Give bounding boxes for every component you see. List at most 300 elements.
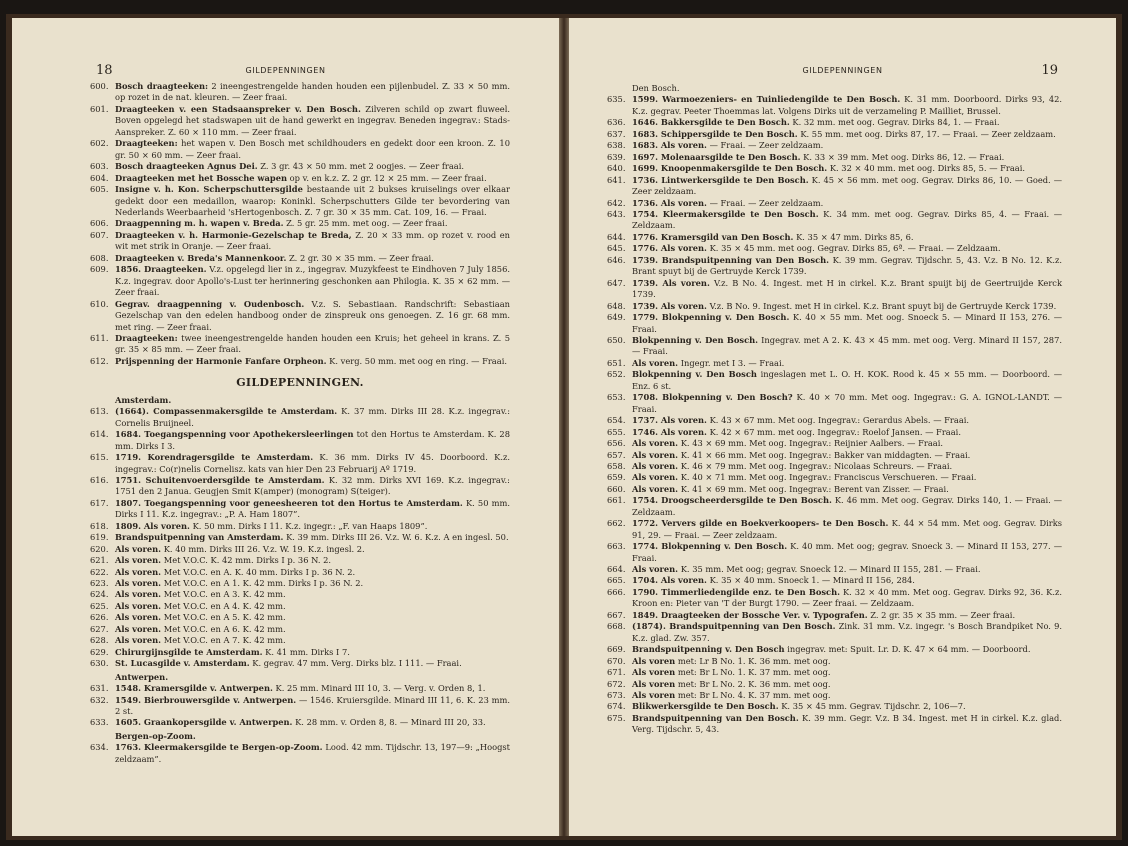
entry-number: 657. bbox=[607, 449, 626, 460]
entry-description: K. 32 × 40 mm. met oog. Dirks 85, 5. — Fraai. bbox=[827, 163, 1026, 174]
entry-description: K. 35 × 45 mm. met oog. Gegrav. Dirks 85, 6ª. — Fraai. — Zeldzaam. bbox=[706, 243, 1001, 254]
entry-text bbox=[632, 564, 1062, 575]
entry-title: 1739. Als voren. bbox=[632, 300, 707, 311]
entry-number: 648. bbox=[607, 300, 626, 311]
entry-title: (1874). Brandspuitpenning van Den Bosch. bbox=[632, 621, 836, 632]
entry-title: 1776. Kramersgild van Den Bosch. bbox=[632, 231, 794, 242]
entry-text bbox=[632, 301, 1062, 312]
entry-text bbox=[632, 255, 1062, 278]
entry-text bbox=[115, 624, 510, 635]
entry-title: 1704. Als voren. bbox=[632, 575, 707, 586]
catalogue-entry bbox=[607, 667, 1062, 678]
entry-description: Met V.O.C. en A 6. K. 42 mm. bbox=[161, 623, 286, 634]
entry-description: K. 46 mm. Met oog. Gegrav. Dirks 140, 1. — Fraai. — Zeldzaam. bbox=[632, 495, 1062, 517]
entry-description: Met V.O.C. en A 4. K. 42 mm. bbox=[161, 600, 286, 611]
entry-number: 666. bbox=[607, 586, 626, 597]
entry-text bbox=[632, 438, 1062, 449]
entry-title: Blikwerkersgilde te Den Bosch. bbox=[632, 701, 779, 712]
entry-number: 662. bbox=[607, 518, 626, 529]
section-heading: GILDEPENNINGEN. bbox=[236, 376, 364, 390]
entry-title: Blokpenning v. Den Bosch. bbox=[632, 334, 759, 345]
catalogue-entry bbox=[90, 612, 510, 623]
entry-description: met: Lr B No. 1. K. 36 mm. met oog. bbox=[675, 655, 831, 666]
entry-list bbox=[607, 94, 1062, 735]
entry-number: 621. bbox=[90, 555, 109, 566]
catalogue-entry bbox=[607, 392, 1062, 415]
entry-list bbox=[90, 406, 510, 669]
entry-text bbox=[632, 656, 1062, 667]
entry-title: 1683. Schippersgilde te Den Bosch. bbox=[632, 128, 798, 139]
catalogue-entry bbox=[90, 161, 510, 172]
entry-description: K. 39 mm. Dirks III 26. V.z. W. 6. K.z. A en ingesl. 50. bbox=[283, 532, 509, 543]
entry-description: K. 40 × 55 mm. Met oog. Snoeck 5. — Minard II 153, 276. — Fraai. bbox=[632, 312, 1062, 334]
entry-title: 1779. Blokpenning v. Den Bosch. bbox=[632, 312, 790, 323]
entry-number: 624. bbox=[90, 589, 109, 600]
entry-number: 607. bbox=[90, 229, 109, 240]
entry-text bbox=[632, 232, 1062, 243]
catalogue-entry bbox=[90, 253, 510, 264]
entry-number: 652. bbox=[607, 369, 626, 380]
entry-text bbox=[632, 472, 1062, 483]
catalogue-entry bbox=[607, 209, 1062, 232]
entry-number: 661. bbox=[607, 495, 626, 506]
entry-description: K. 32 × 40 mm. Met oog. Gegrav. Dirks 92, 36. K.z. Kroon en: Pieter van 'T der Burgt 1790. — Zeer fraai. — Zeldzaam. bbox=[632, 586, 1062, 609]
entry-text bbox=[115, 104, 510, 138]
catalogue-entry bbox=[90, 104, 510, 138]
entry-title: 1697. Molenaarsgilde te Den Bosch. bbox=[632, 151, 801, 162]
catalogue-entry bbox=[607, 610, 1062, 621]
entry-description: V.z. opgelegd lier in z., ingegrav. Muzykfeest te Eindhoven 7 July 1856. K.z. ingegrav. door Apollo's-Lust ter herinnering geschonken aan Philogia. K. 35 × 62 mm. — Zeer fraai. bbox=[115, 264, 510, 298]
entry-description: K. 39 mm. Gegr. V.z. B 34. Ingest. met H in cirkel. K.z. glad. Verg. Tijdschr. 5, 43. bbox=[632, 712, 1062, 735]
entry-description: K. 41 × 69 mm. Met oog. Ingegrav.: Berent van Zisser. — Fraai. bbox=[678, 483, 949, 494]
entry-text bbox=[632, 610, 1062, 621]
entry-text bbox=[632, 518, 1062, 541]
entry-list bbox=[90, 683, 510, 729]
catalogue-entry bbox=[607, 656, 1062, 667]
entry-number: 627. bbox=[90, 623, 109, 634]
entry-text bbox=[632, 679, 1062, 690]
entry-title: Als voren. bbox=[115, 555, 162, 566]
entry-title: 1737. Als voren. bbox=[632, 415, 707, 426]
catalogue-entry bbox=[90, 429, 510, 452]
catalogue-entry bbox=[90, 601, 510, 612]
entry-text bbox=[115, 333, 510, 356]
entry-description: — 1546. Kruiersgilde. Minard III 11, 6. K. 23 mm. 2 st. bbox=[115, 694, 510, 717]
entry-number: 640. bbox=[607, 163, 626, 174]
book-spread bbox=[6, 14, 1122, 840]
catalogue-entry bbox=[607, 484, 1062, 495]
catalogue-entry bbox=[90, 264, 510, 298]
entry-text bbox=[115, 161, 510, 172]
entry-text bbox=[632, 495, 1062, 518]
entry-title: 1754. Kleermakersgilde te Den Bosch. bbox=[632, 208, 819, 219]
catalogue-entry bbox=[607, 450, 1062, 461]
entry-number: 631. bbox=[90, 683, 109, 694]
entry-text bbox=[115, 173, 510, 184]
running-head: GILDEPENNINGEN bbox=[245, 66, 326, 75]
entry-number: 626. bbox=[90, 612, 109, 623]
entry-description: K. 35 × 47 mm. Dirks 85, 6. bbox=[793, 231, 914, 242]
catalogue-entry bbox=[90, 624, 510, 635]
entry-number: 613. bbox=[90, 406, 109, 417]
catalogue-entry bbox=[90, 498, 510, 521]
entry-title: Als voren bbox=[632, 678, 676, 689]
entry-number: 642. bbox=[607, 197, 626, 208]
entry-text bbox=[632, 667, 1062, 678]
entry-description: Ingegrav. met A 2. K. 43 × 45 mm. met oog. Verg. Minard II 157, 287. — Fraai. bbox=[632, 334, 1062, 357]
catalogue-entry bbox=[607, 301, 1062, 312]
entry-text bbox=[115, 452, 510, 475]
entry-number: 645. bbox=[607, 243, 626, 254]
entry-number: 656. bbox=[607, 438, 626, 449]
catalogue-entry bbox=[607, 575, 1062, 586]
entry-text bbox=[115, 695, 510, 718]
entry-title: 1599. Warmoezeniers- en Tuinliedengilde te Den Bosch. bbox=[632, 94, 901, 105]
catalogue-entry bbox=[90, 184, 510, 218]
carry-over-text: Den Bosch. bbox=[632, 83, 680, 93]
entry-description: K. 34 mm. met oog. Gegrav. Dirks 85, 4. — Fraai. — Zeldzaam. bbox=[632, 208, 1063, 231]
entry-description: K. 33 × 39 mm. Met oog. Dirks 86, 12. — Fraai. bbox=[800, 151, 1005, 162]
entry-text bbox=[632, 541, 1062, 564]
entry-text bbox=[115, 138, 510, 161]
entry-number: 639. bbox=[607, 151, 626, 162]
entry-number: 614. bbox=[90, 429, 109, 440]
entry-description: K. 28 mm. v. Orden 8, 8. — Minard III 20, 33. bbox=[292, 717, 486, 728]
entry-description: met: Br L No. 4. K. 37 mm. met oog. bbox=[675, 690, 831, 701]
entry-title: 1856. Draagteeken. bbox=[115, 264, 207, 275]
right-page bbox=[569, 18, 1116, 836]
entry-number: 610. bbox=[90, 298, 109, 309]
entry-number: 619. bbox=[90, 532, 109, 543]
entry-text bbox=[115, 658, 510, 669]
entry-text bbox=[632, 94, 1062, 117]
entry-title: 1807. Toegangspenning voor geneesheeren tot den Hortus te Amsterdam. bbox=[115, 497, 463, 508]
entry-number: 638. bbox=[607, 140, 626, 151]
entry-description: V.z. S. Sebastiaan. Randschrift: Sebastiaan Gezelschap van den edelen handboog onder de zinspreuk ons genoegen. Z. 16 gr. 68 mm. met ring. — Zeer fraai. bbox=[115, 298, 510, 332]
page-body bbox=[607, 81, 1062, 736]
book-gutter bbox=[559, 18, 569, 836]
entry-description: ingeslagen met L. O. H. KOK. Rood k. 45 × 55 mm. — Doorboord. — Enz. 6 st. bbox=[632, 369, 1062, 391]
entry-number: 629. bbox=[90, 646, 109, 657]
entry-text bbox=[632, 484, 1062, 495]
entry-text bbox=[115, 532, 510, 543]
catalogue-entry bbox=[90, 333, 510, 356]
entry-text bbox=[115, 81, 510, 104]
page-number: 18 bbox=[96, 63, 113, 78]
entry-text bbox=[115, 429, 510, 452]
entry-title: 1684. Toegangspenning voor Apothekersleerlingen bbox=[115, 429, 354, 440]
catalogue-entry bbox=[607, 278, 1062, 301]
entry-text bbox=[115, 498, 510, 521]
entry-title: Brandspuitpenning van Den Bosch. bbox=[632, 712, 799, 723]
entry-description: bestaande uit 2 bukses kruiselings over elkaar gedekt door een medaillon, waarop: Koninkl. Scherpschutters Gilde ter bevordering van Nederlands Weerbaarheid 'sHertogenbosch. Z. 7 gr. 30 × 35 mm. Cat. 109, 16. — Fraai. bbox=[115, 184, 510, 217]
catalogue-entry bbox=[607, 232, 1062, 243]
entry-number: 669. bbox=[607, 644, 626, 655]
entry-description: K. 25 mm. Minard III 10, 3. — Verg. v. Orden 8, 1. bbox=[272, 683, 486, 694]
entry-description: K. 43 × 67 mm. Met oog. Ingegrav.: Gerardus Abels. — Fraai. bbox=[706, 415, 970, 426]
entry-number: 623. bbox=[90, 578, 109, 589]
entry-text bbox=[632, 575, 1062, 586]
catalogue-entry bbox=[607, 175, 1062, 198]
entry-text bbox=[632, 427, 1062, 438]
catalogue-entry bbox=[90, 356, 510, 367]
entry-title: Draagteeken: bbox=[115, 138, 178, 149]
entry-title: 1699. Knoopenmakersgilde te Den Bosch. bbox=[632, 163, 828, 174]
entry-title: Als voren. bbox=[632, 449, 679, 460]
entry-description: Ingegr. met I 3. — Fraai. bbox=[678, 357, 785, 368]
entry-number: 637. bbox=[607, 128, 626, 139]
entry-number: 608. bbox=[90, 252, 109, 263]
entry-title: Als voren bbox=[632, 667, 676, 678]
entry-number: 651. bbox=[607, 357, 626, 368]
entry-description: K. 41 mm. Dirks I 7. bbox=[262, 646, 350, 657]
catalogue-entry bbox=[607, 564, 1062, 575]
catalogue-entry bbox=[90, 173, 510, 184]
catalogue-entry bbox=[90, 230, 510, 253]
city-heading: Amsterdam. bbox=[115, 394, 172, 405]
entry-description: Met V.O.C. en A. K. 40 mm. Dirks I p. 36 N. 2. bbox=[161, 566, 356, 577]
catalogue-entry bbox=[90, 521, 510, 532]
entry-text bbox=[115, 717, 510, 728]
entry-number: 643. bbox=[607, 208, 626, 219]
entry-number: 630. bbox=[90, 658, 109, 669]
entry-description: K. gegrav. 47 mm. Verg. Dirks blz. I 111. — Fraai. bbox=[249, 658, 462, 669]
entry-number: 673. bbox=[607, 690, 626, 701]
entry-number: 609. bbox=[90, 264, 109, 275]
entry-title: Bosch draagteeken: bbox=[115, 81, 209, 91]
entry-description: 2 ineengestrengelde handen houden een pijlenbudel. Z. 33 × 50 mm. op rozet in de nat. kleuren. — Zeer fraai. bbox=[115, 81, 510, 103]
entry-text bbox=[115, 601, 510, 612]
entry-text bbox=[115, 230, 510, 253]
entry-title: 1719. Korendragersgilde te Amsterdam. bbox=[115, 452, 314, 463]
entry-number: 615. bbox=[90, 452, 109, 463]
catalogue-entry bbox=[607, 243, 1062, 254]
entry-number: 644. bbox=[607, 231, 626, 242]
entry-description: K. 32 mm. Dirks XVI 169. K.z. ingegrav.: 1751 den 2 Janua. Geugjen Smit K(amper) (monogram) S(teiger). bbox=[115, 474, 510, 497]
entry-title: Draagteeken met het Bossche wapen bbox=[115, 172, 288, 183]
entry-title: Als voren. bbox=[632, 438, 679, 449]
entry-list bbox=[90, 81, 510, 367]
entry-number: 620. bbox=[90, 543, 109, 554]
entry-title: Blokpenning v. Den Bosch bbox=[632, 369, 757, 380]
catalogue-entry bbox=[90, 647, 510, 658]
entry-number: 675. bbox=[607, 712, 626, 723]
entry-title: St. Lucasgilde v. Amsterdam. bbox=[115, 658, 250, 669]
catalogue-entry bbox=[607, 358, 1062, 369]
catalogue-entry bbox=[90, 138, 510, 161]
entry-title: Als voren. bbox=[115, 600, 162, 611]
entry-description: twee ineengestrengelde handen houden een Kruis; het geheel in krans. Z. 5 gr. 35 × 85 mm. — Zeer fraai. bbox=[115, 332, 510, 355]
entry-description: het wapen v. Den Bosch met schildhouders en gedekt door een kroon. Z. 10 gr. 50 × 60 mm. — Zeer fraai. bbox=[115, 138, 510, 160]
entry-number: 654. bbox=[607, 415, 626, 426]
entry-title: Draagteeken v. h. Harmonie-Gezelschap te Breda, bbox=[115, 229, 352, 240]
catalogue-entry bbox=[607, 621, 1062, 644]
entry-title: 1772. Ververs gilde en Boekverkoopers- te Den Bosch. bbox=[632, 518, 889, 529]
entry-number: 668. bbox=[607, 621, 626, 632]
entry-text bbox=[632, 117, 1062, 128]
entry-text bbox=[632, 175, 1062, 198]
entry-title: 1549. Bierbrouwersgilde v. Antwerpen. bbox=[115, 694, 297, 705]
catalogue-entry bbox=[607, 255, 1062, 278]
entry-text bbox=[115, 589, 510, 600]
entry-title: 1776. Als voren. bbox=[632, 243, 707, 254]
entry-title: 1746. Als voren. bbox=[632, 426, 707, 437]
entry-number: 664. bbox=[607, 564, 626, 575]
catalogue-entry bbox=[90, 544, 510, 555]
page-body bbox=[90, 81, 510, 765]
entry-number: 653. bbox=[607, 392, 626, 403]
entry-description: Lood. 42 mm. Tijdschr. 13, 197—9: „Hoogst zeldzaam”. bbox=[115, 742, 511, 764]
entry-description: Z. 3 gr. 43 × 50 mm. met 2 oogjes. — Zeer fraai. bbox=[257, 161, 465, 172]
entry-title: Als voren. bbox=[632, 460, 679, 471]
entry-title: 1849. Draagteeken der Bossche Ver. v. Typografen. bbox=[632, 609, 868, 620]
catalogue-entry bbox=[607, 117, 1062, 128]
entry-text bbox=[115, 356, 510, 367]
catalogue-entry bbox=[90, 683, 510, 694]
entry-number: 603. bbox=[90, 161, 109, 172]
left-page bbox=[12, 18, 559, 836]
catalogue-entry bbox=[607, 713, 1062, 736]
entry-title: Prijspenning der Harmonie Fanfare Orpheon. bbox=[115, 355, 327, 366]
catalogue-entry bbox=[607, 472, 1062, 483]
entry-text bbox=[115, 299, 510, 333]
entry-title: 1754. Droogscheerdersgilde te Den Bosch. bbox=[632, 495, 832, 506]
entry-title: Als voren. bbox=[115, 589, 162, 600]
catalogue-entry bbox=[90, 475, 510, 498]
entry-text bbox=[632, 587, 1062, 610]
catalogue-entry bbox=[607, 690, 1062, 701]
entry-description: K. 45 × 56 mm. met oog. Gegrav. Dirks 86, 10. — Goed. — Zeer zeldzaam. bbox=[632, 174, 1062, 197]
entry-number: 632. bbox=[90, 694, 109, 705]
entry-title: 1736. Als voren. bbox=[632, 197, 707, 208]
catalogue-entry bbox=[607, 679, 1062, 690]
entry-description: K. 35 mm. Met oog; gegrav. Snoeck 12. — Minard II 155, 281. — Fraai. bbox=[678, 564, 981, 575]
page-number: 19 bbox=[1041, 63, 1058, 78]
entry-title: Als voren. bbox=[115, 543, 162, 554]
entry-title: 1548. Kramersgilde v. Antwerpen. bbox=[115, 683, 273, 694]
entry-description: K. 55 mm. met oog. Dirks 87, 17. — Fraai. — Zeer zeldzaam. bbox=[797, 128, 1056, 139]
entry-title: Als voren. bbox=[115, 578, 162, 589]
entry-number: 601. bbox=[90, 103, 109, 114]
entry-number: 665. bbox=[607, 575, 626, 586]
entry-text bbox=[632, 312, 1062, 335]
entry-text bbox=[632, 644, 1062, 655]
entry-title: Als voren. bbox=[115, 566, 162, 577]
entry-description: K. 43 × 69 mm. Met oog. Ingegrav.: Reijnier Aalbers. — Fraai. bbox=[678, 438, 944, 449]
entry-title: 1708. Blokpenning v. Den Bosch? bbox=[632, 392, 793, 403]
entry-title: Draagteeken: bbox=[115, 332, 178, 343]
entry-description: — Fraai. — Zeer zeldzaam. bbox=[706, 140, 824, 151]
entry-title: 1646. Bakkersgilde te Den Bosch. bbox=[632, 117, 790, 128]
entry-title: Als voren bbox=[632, 655, 676, 666]
entry-title: Als voren. bbox=[115, 635, 162, 646]
catalogue-entry bbox=[607, 427, 1062, 438]
catalogue-entry bbox=[607, 438, 1062, 449]
entry-title: 1736. Lintwerkersgilde te Den Bosch. bbox=[632, 174, 809, 185]
entry-description: K. 40 × 71 mm. Met oog. Ingegrav.: Franciscus Verschueren. — Fraai. bbox=[678, 472, 977, 483]
catalogue-entry bbox=[607, 94, 1062, 117]
entry-description: ingegrav. met: Spuit. Lr. D. K. 47 × 64 mm. — Doorboord. bbox=[784, 644, 1031, 655]
catalogue-entry bbox=[90, 299, 510, 333]
entry-number: 611. bbox=[90, 332, 109, 343]
entry-title: 1751. Schuitenvoerdersgilde te Amsterdam. bbox=[115, 474, 325, 485]
catalogue-entry bbox=[90, 218, 510, 229]
entry-description: K. 40 × 70 mm. Met oog. Ingegrav.: G. A. IGNOL-LANDT. — Fraai. bbox=[632, 392, 1062, 414]
entry-text bbox=[115, 521, 510, 532]
entry-text bbox=[115, 567, 510, 578]
entry-text bbox=[632, 278, 1062, 301]
entry-text bbox=[632, 152, 1062, 163]
catalogue-entry bbox=[607, 518, 1062, 541]
entry-title: Bosch draagteeken Agnus Dei. bbox=[115, 161, 258, 172]
entry-number: 658. bbox=[607, 460, 626, 471]
entry-text bbox=[115, 184, 510, 218]
entry-description: K. 37 mm. Dirks III 28. K.z. ingegrav.: Cornelis Bruijneel. bbox=[115, 406, 510, 428]
entry-title: 1739. Als voren. bbox=[632, 277, 710, 288]
entry-number: 671. bbox=[607, 667, 626, 678]
entry-text bbox=[632, 335, 1062, 358]
catalogue-entry bbox=[90, 81, 510, 104]
entry-title: Gegrav. draagpenning v. Oudenbosch. bbox=[115, 298, 305, 309]
entry-description: V.z. B No. 4. Ingest. met H in cirkel. K.z. Brant spuijt bij de Geertruijde Kerck 1739. bbox=[632, 277, 1062, 300]
entry-title: (1664). Compassenmakersgilde te Amsterdam. bbox=[115, 406, 338, 417]
entry-number: 600. bbox=[90, 81, 109, 91]
catalogue-entry bbox=[90, 658, 510, 669]
entry-number: 606. bbox=[90, 218, 109, 229]
catalogue-entry bbox=[607, 461, 1062, 472]
catalogue-entry bbox=[607, 369, 1062, 392]
entry-text bbox=[115, 647, 510, 658]
catalogue-entry bbox=[90, 452, 510, 475]
entry-text bbox=[115, 475, 510, 498]
entry-description: — Fraai. — Zeer zeldzaam. bbox=[706, 197, 824, 208]
entry-text bbox=[632, 358, 1062, 369]
entry-description: Z. 2 gr. 30 × 35 mm. — Zeer fraai. bbox=[286, 252, 434, 263]
catalogue-entry bbox=[90, 695, 510, 718]
entry-text bbox=[632, 415, 1062, 426]
entry-description: Zilveren schild op zwart fluweel. Boven opgelegd het stadswapen uit de hand gewerkt en ingegrav. Beneden ingegrav.: Stads-Aanspreker. Z. 60 × 110 mm. — Zeer fraai. bbox=[115, 103, 511, 137]
entry-description: K. 40 mm. Dirks III 26. V.z. W. 19. K.z. ingesl. 2. bbox=[161, 543, 365, 554]
entry-description: Z. 2 gr. 35 × 35 mm. — Zeer fraai. bbox=[867, 609, 1016, 620]
entry-description: K. 50 mm. Dirks I 11. K.z. ingegr.: „F. van Haaps 1809”. bbox=[189, 520, 428, 531]
entry-number: 655. bbox=[607, 426, 626, 437]
entry-text bbox=[632, 243, 1062, 254]
entry-description: tot den Hortus te Amsterdam. K. 28 mm. Dirks I 3. bbox=[115, 429, 510, 451]
entry-description: op v. en k.z. Z. 2 gr. 12 × 25 mm. — Zeer fraai. bbox=[287, 172, 487, 183]
entry-text bbox=[115, 635, 510, 646]
city-heading: Bergen-op-Zoom. bbox=[115, 730, 196, 741]
entry-number: 616. bbox=[90, 474, 109, 485]
entry-description: K. 46 × 79 mm. Met oog. Ingegrav.: Nicolaas Schreurs. — Fraai. bbox=[678, 460, 953, 471]
entry-description: K. 42 × 67 mm. met oog. Ingegrav.: Roelof Jansen. — Fraai. bbox=[706, 426, 961, 437]
entry-number: 604. bbox=[90, 172, 109, 183]
entry-description: K. 32 mm. met oog. Gegrav. Dirks 84, 1. — Fraai. bbox=[789, 117, 1000, 128]
entry-title: Draagteeken v. Breda's Mannenkoor. bbox=[115, 252, 287, 263]
entry-text bbox=[115, 406, 510, 429]
entry-description: Z. 5 gr. 25 mm. met oog. — Zeer fraai. bbox=[283, 218, 448, 229]
entry-title: Insigne v. h. Kon. Scherpschuttersgilde bbox=[115, 184, 303, 195]
entry-text bbox=[632, 140, 1062, 151]
catalogue-entry bbox=[90, 589, 510, 600]
entry-title: Als voren. bbox=[115, 612, 162, 623]
entry-text bbox=[632, 690, 1062, 701]
entry-text bbox=[632, 198, 1062, 209]
entry-title: Brandspuitpenning van Amsterdam. bbox=[115, 532, 284, 543]
entry-title: Als voren bbox=[632, 690, 676, 701]
entry-number: 649. bbox=[607, 312, 626, 323]
catalogue-entry bbox=[90, 555, 510, 566]
catalogue-entry bbox=[90, 635, 510, 646]
